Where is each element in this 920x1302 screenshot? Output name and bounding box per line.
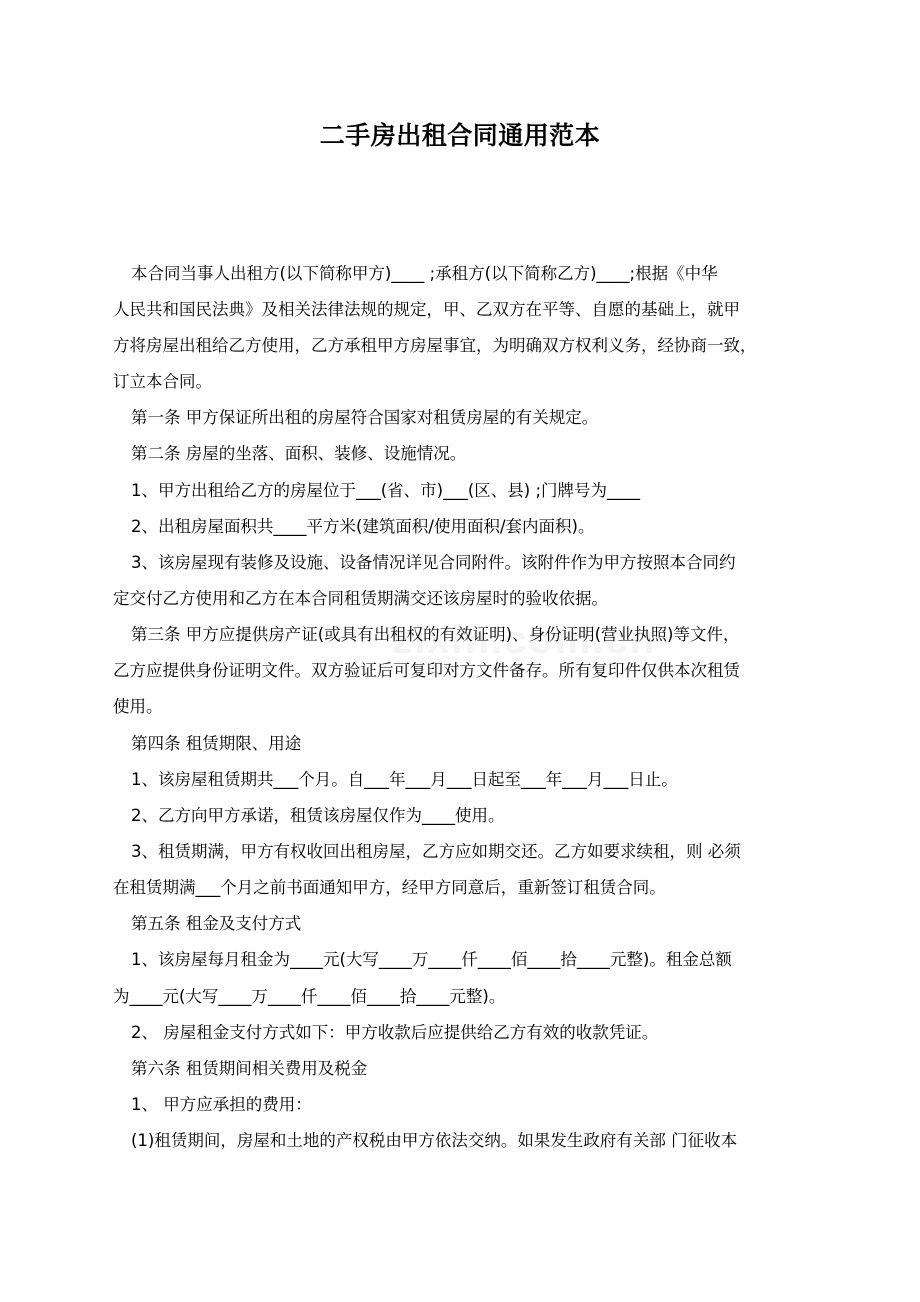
paragraph-line-2: 人民共和国民法典》及相关法律法规的规定，甲、乙双方在平等、自愿的基础上，就甲 xyxy=(113,300,740,319)
article-3-line-3: 使用。 xyxy=(113,697,163,716)
paragraph-line-3: 方将房屋出租给乙方使用，乙方承租甲方房屋事宜，为明确双方权利义务，经协商一致， xyxy=(113,336,757,355)
paragraph-line-1: 本合同当事人出租方(以下简称甲方)____ ;承租方(以下简称乙方)____;根据《中华 xyxy=(131,264,718,283)
article-5-heading: 第五条 租金及支付方式 xyxy=(131,914,302,933)
article-6-subitem-1: (1)租赁期间，房屋和土地的产权税由甲方依法交纳。如果发生政府有关部 门征收本 xyxy=(131,1131,738,1150)
article-2-item-1: 1、甲方出租给乙方的房屋位于___(省、市)___(区、县) ;门牌号为____ xyxy=(131,481,641,500)
article-2-heading: 第二条 房屋的坐落、面积、装修、设施情况。 xyxy=(131,444,467,463)
article-4-item-1: 1、该房屋租赁期共___个月。自___年___月___日起至___年___月___日止。 xyxy=(131,770,678,789)
article-4-item-2: 2、乙方向甲方承诺，租赁该房屋仅作为____使用。 xyxy=(131,806,505,825)
article-4-item-3-line-2: 在租赁期满___个月之前书面通知甲方，经甲方同意后，重新签订租赁合同。 xyxy=(113,878,666,897)
article-5-item-1-line-2: 为____元(大写____万____仟____佰____拾____元整)。 xyxy=(113,987,506,1006)
article-2-item-3-line-2: 定交付乙方使用和乙方在本合同租赁期满交还该房屋时的验收依据。 xyxy=(113,589,608,608)
article-5-item-1-line-1: 1、该房屋每月租金为____元(大写____万____仟____佰____拾____元整)。租金总额 xyxy=(131,950,732,969)
article-1-heading: 第一条 甲方保证所出租的房屋符合国家对租赁房屋的有关规定。 xyxy=(131,408,599,427)
article-4-heading: 第四条 租赁期限、用途 xyxy=(131,734,302,753)
article-5-item-2: 2、 房屋租金支付方式如下：甲方收款后应提供给乙方有效的收款凭证。 xyxy=(131,1023,659,1042)
article-6-item-1: 1、 甲方应承担的费用： xyxy=(131,1095,312,1114)
paragraph-line-4: 订立本合同。 xyxy=(113,372,212,391)
article-2-item-2: 2、出租房屋面积共____平方米(建筑面积/使用面积/套内面积)。 xyxy=(131,517,595,536)
page-title: 二手房出租合同通用范本 xyxy=(319,121,601,150)
article-4-item-3-line-1: 3、租赁期满，甲方有权收回出租房屋，乙方应如期交还。乙方如要求续租，则 必须 xyxy=(131,842,741,861)
article-3-line-2: 乙方应提供身份证明文件。双方验证后可复印对方文件备存。所有复印件仅供本次租赁 xyxy=(113,661,740,680)
article-3-line-1: 第三条 甲方应提供房产证(或具有出租权的有效证明)、身份证明(营业执照)等文件， xyxy=(131,625,740,644)
article-6-heading: 第六条 租赁期间相关费用及税金 xyxy=(131,1059,368,1078)
article-2-item-3-line-1: 3、该房屋现有装修及设施、设备情况详见合同附件。该附件作为甲方按照本合同约 xyxy=(131,553,736,572)
